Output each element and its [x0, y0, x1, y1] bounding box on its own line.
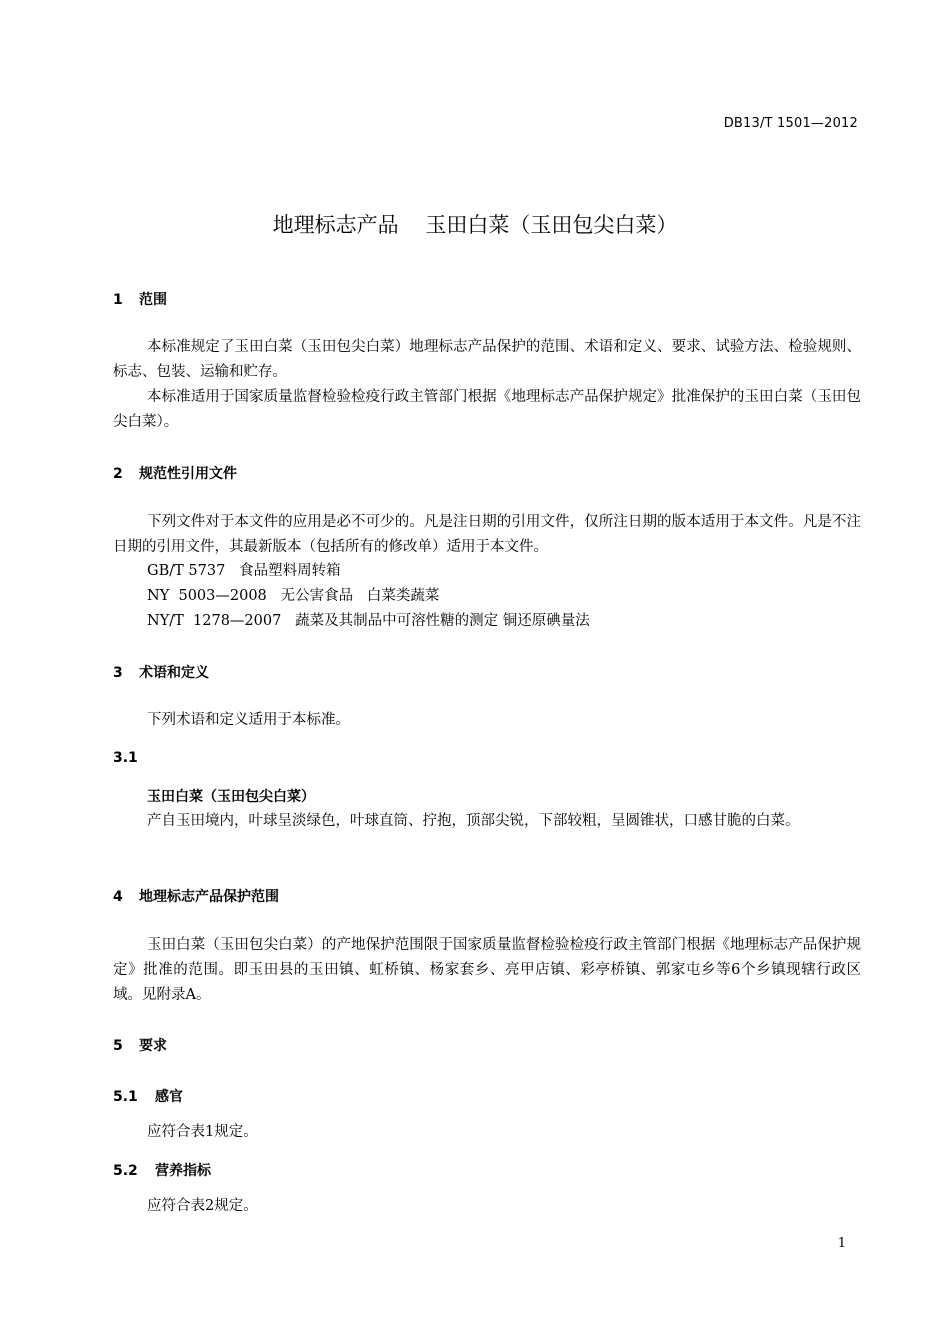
- document-title: 地理标志产品 玉田白菜（玉田包尖白菜）: [272, 213, 678, 237]
- section-number: 5: [113, 1038, 123, 1054]
- page-number: 1: [837, 1236, 846, 1251]
- subsection-5-2-text: 应符合表2规定。: [147, 1198, 258, 1214]
- section-1-paragraph-2: 本标准适用于国家质量监督检验检疫行政主管部门根据《地理标志产品保护规定》批准保护的玉田白菜（玉田包尖白菜）。: [113, 389, 861, 430]
- document-code: DB13/T 1501—2012: [723, 116, 858, 131]
- section-3-paragraph-1: 下列术语和定义适用于本标准。: [147, 712, 350, 728]
- term-definition: 产自玉田境内，叶球呈淡绿色，叶球直筒、拧抱，顶部尖锐，下部较粗，呈圆锥状，口感甘脆的白菜。: [147, 813, 800, 829]
- section-number: 2: [113, 466, 123, 482]
- section-number: 4: [113, 889, 123, 905]
- reference-item: NY 5003—2008 无公害食品 白菜类蔬菜: [147, 588, 440, 604]
- section-number: 3: [113, 665, 123, 681]
- section-title: 营养指标: [155, 1163, 211, 1179]
- section-2-heading: [113, 463, 237, 483]
- section-4-heading: [113, 886, 279, 906]
- section-title: 地理标志产品保护范围: [139, 889, 279, 905]
- section-title: 规范性引用文件: [139, 466, 237, 482]
- section-5-heading: [113, 1035, 167, 1055]
- term-name: 玉田白菜（玉田包尖白菜）: [147, 789, 315, 805]
- section-1-paragraph-1: 本标准规定了玉田白菜（玉田包尖白菜）地理标志产品保护的范围、术语和定义、要求、试验方法、检验规则、标志、包装、运输和贮存。: [113, 339, 861, 380]
- section-title: 术语和定义: [139, 665, 209, 681]
- subsection-5-1-text: 应符合表1规定。: [147, 1124, 258, 1140]
- section-title: 要求: [139, 1038, 167, 1054]
- subsection-5-2-heading: [113, 1160, 211, 1180]
- section-1-heading: [113, 289, 167, 309]
- subsection-3-1-number: 3.1: [113, 750, 138, 766]
- reference-item: GB/T 5737 食品塑料周转箱: [147, 563, 341, 579]
- section-number: 5.1: [113, 1089, 138, 1105]
- section-number: 5.2: [113, 1163, 138, 1179]
- section-3-heading: [113, 662, 209, 682]
- section-number: 1: [113, 292, 123, 308]
- reference-item: NY/T 1278—2007 蔬菜及其制品中可溶性糖的测定 铜还原碘量法: [147, 613, 590, 629]
- section-title: 范围: [139, 292, 167, 308]
- subsection-5-1-heading: [113, 1086, 183, 1106]
- section-title: 感官: [155, 1089, 183, 1105]
- section-4-paragraph-1: 玉田白菜（玉田包尖白菜）的产地保护范围限于国家质量监督检验检疫行政主管部门根据《地理标志产品保护规定》批准的范围。即玉田县的玉田镇、虹桥镇、杨家套乡、亮甲店镇、彩亭桥镇、郭家屯乡等6个乡镇现辖行政区域。见附录A。: [113, 937, 861, 1003]
- section-2-paragraph-1: 下列文件对于本文件的应用是必不可少的。凡是注日期的引用文件，仅所注日期的版本适用于本文件。凡是不注日期的引用文件，其最新版本（包括所有的修改单）适用于本文件。: [113, 514, 861, 555]
